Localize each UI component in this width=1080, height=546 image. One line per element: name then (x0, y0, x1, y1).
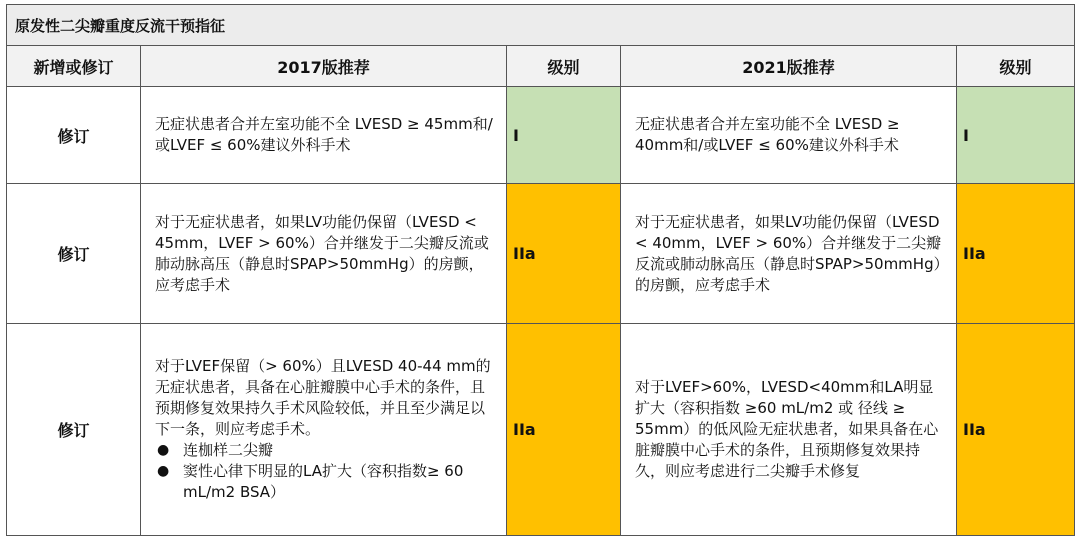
header-rec-2017: 2017版推荐 (141, 46, 507, 87)
rec-2021-text: 无症状患者合并左室功能不全 LVESD ≥ 40mm和/或LVEF ≤ 60%建议外科手术 (621, 87, 957, 184)
table-row (7, 324, 1075, 536)
header-row (7, 46, 1075, 87)
table-row (7, 184, 1075, 324)
guideline-table (6, 4, 1075, 536)
row-type: 修订 (7, 87, 141, 184)
level-2021-badge: IIa (957, 184, 1075, 324)
level-2021-badge: IIa (957, 324, 1075, 536)
table-title: 原发性二尖瓣重度反流干预指征 (7, 5, 1075, 46)
level-2017-badge: IIa (507, 184, 621, 324)
rec-2021-text: 对于无症状患者，如果LV功能仍保留（LVESD < 40mm，LVEF > 60%）合并继发于二尖瓣反流或肺动脉高压（静息时SPAP>50mmHg）的房颤，应考虑手术 (621, 184, 957, 324)
header-level-2021: 级别 (957, 46, 1075, 87)
header-level-2017: 级别 (507, 46, 621, 87)
criteria-list (155, 440, 496, 503)
level-2017-badge: IIa (507, 324, 621, 536)
rec-2017-text: 无症状患者合并左室功能不全 LVESD ≥ 45mm和/或LVEF ≤ 60%建议外科手术 (141, 87, 507, 184)
list-item: ● 连枷样二尖瓣 (155, 440, 496, 461)
header-rec-2021: 2021版推荐 (621, 46, 957, 87)
table-row (7, 87, 1075, 184)
row-type: 修订 (7, 324, 141, 536)
header-type: 新增或修订 (7, 46, 141, 87)
level-2017-badge: I (507, 87, 621, 184)
guideline-table-container (6, 4, 1074, 536)
rec-2017-text: 对于无症状患者，如果LV功能仍保留（LVESD < 45mm，LVEF > 60%）合并继发于二尖瓣反流或肺动脉高压（静息时SPAP>50mmHg）的房颤，应考虑手术 (141, 184, 507, 324)
level-2021-badge: I (957, 87, 1075, 184)
row-type: 修订 (7, 184, 141, 324)
rec-2017-cell (141, 324, 507, 536)
rec-2021-text: 对于LVEF>60%，LVESD<40mm和LA明显扩大（容积指数 ≥60 mL/m2 或 径线 ≥ 55mm）的低风险无症状患者，如果具备在心脏瓣膜中心手术的条件，且预期修复效果持久，则应考虑进行二尖瓣手术修复 (621, 324, 957, 536)
list-item: ● 窦性心律下明显的LA扩大（容积指数≥ 60 mL/m2 BSA） (155, 461, 496, 503)
rec-2017-text: 对于LVEF保留（> 60%）且LVESD 40-44 mm的无症状患者，具备在心脏瓣膜中心手术的条件，且预期修复效果持久手术风险较低，并且至少满足以下一条，则应考虑手术。 (155, 357, 491, 438)
